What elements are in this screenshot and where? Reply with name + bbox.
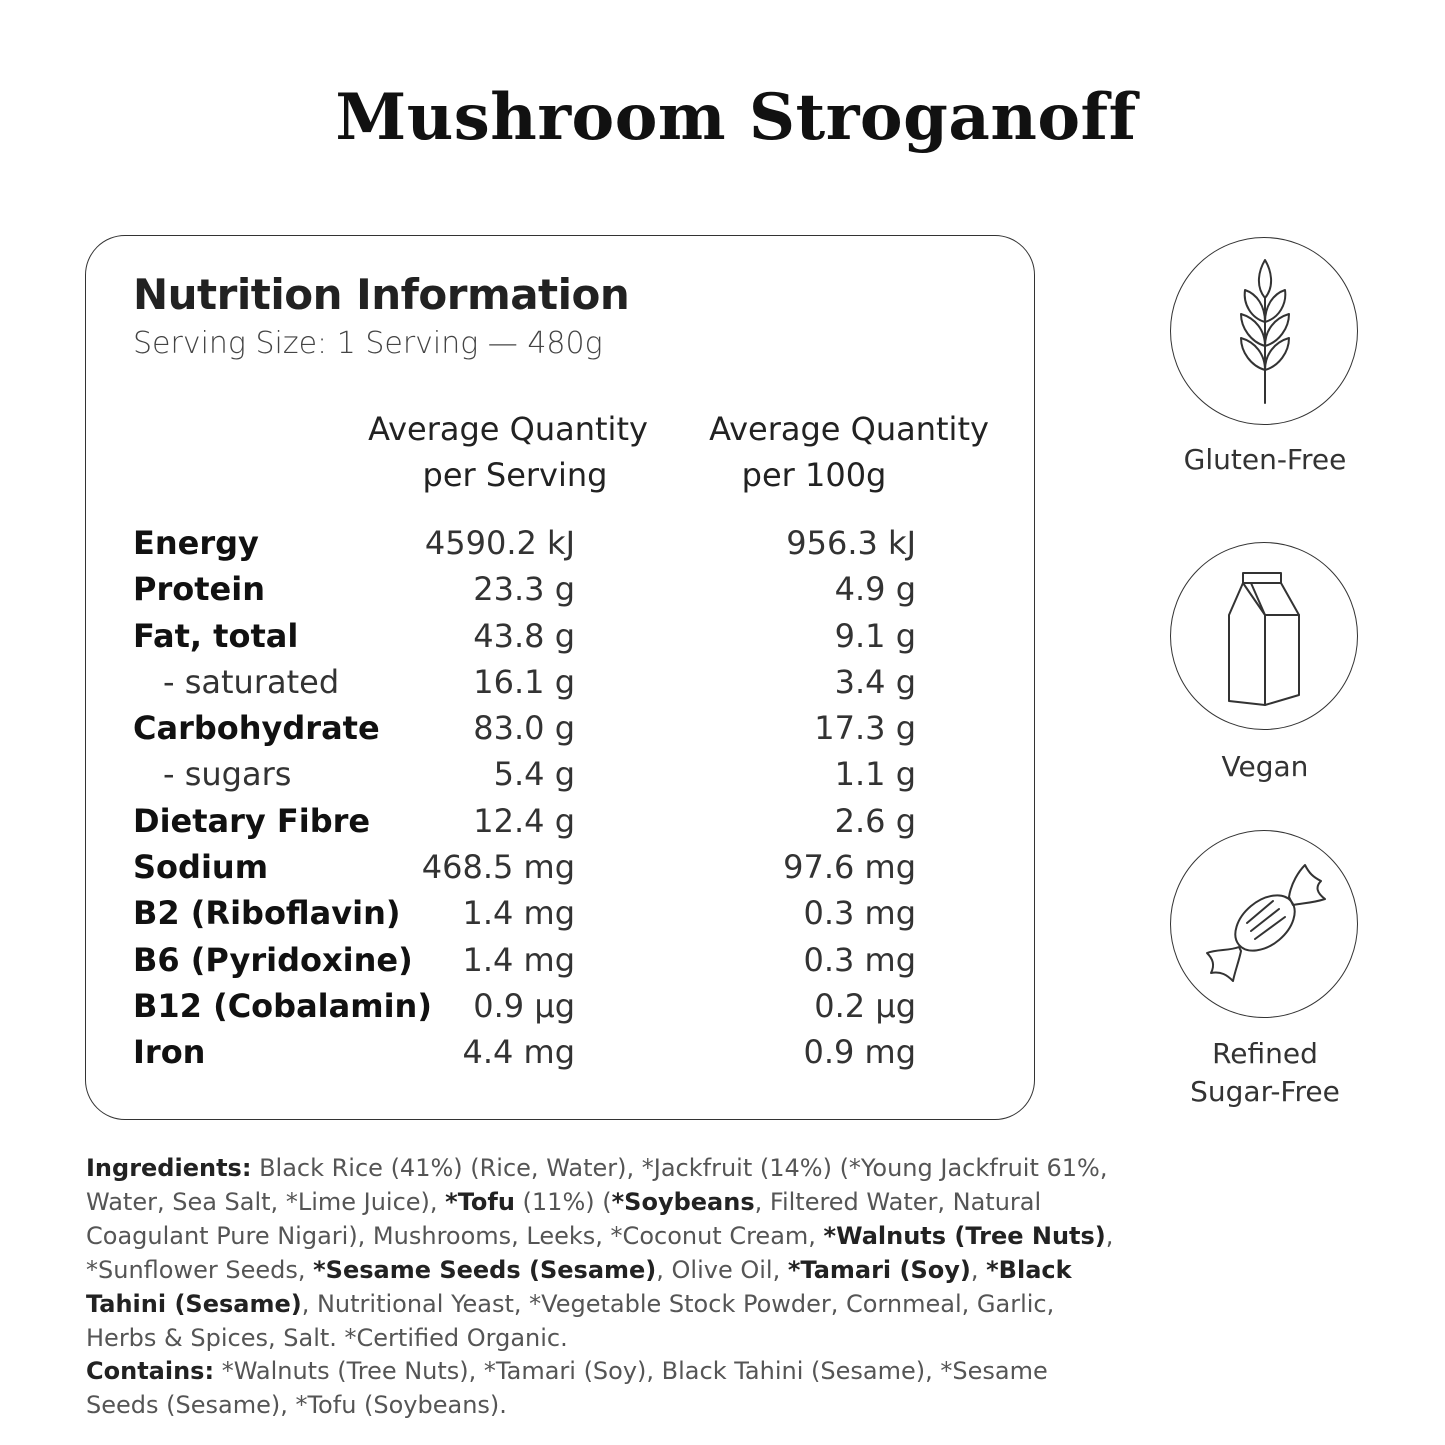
value-per-serving: 16.1 g xyxy=(473,662,575,701)
nutrient-name: Sodium xyxy=(133,848,269,887)
value-per-serving: 1.4 mg xyxy=(462,940,575,979)
serving-size: Serving Size: 1 Serving — 480g xyxy=(133,326,603,361)
value-per-serving: 4.4 mg xyxy=(462,1033,575,1072)
value-per-serving: 83.0 g xyxy=(473,709,575,748)
column-header-line: Average Quantity xyxy=(709,410,989,448)
column-header-per-100g xyxy=(708,406,990,498)
table-row xyxy=(133,844,933,890)
table-row xyxy=(133,520,933,566)
contains-label: Contains: xyxy=(86,1357,215,1385)
vegan-badge xyxy=(1170,542,1358,730)
nutrient-name: B6 (Pyridoxine) xyxy=(133,940,413,979)
allergen: *Tofu xyxy=(445,1188,515,1216)
ingredients-label: Ingredients: xyxy=(86,1154,252,1182)
ingredients-part: , Olive Oil, xyxy=(656,1256,788,1284)
gluten-free-badge xyxy=(1170,237,1358,425)
table-row xyxy=(133,751,933,797)
contains-list: *Walnuts (Tree Nuts), *Tamari (Soy), Black Tahini (Sesame), *Sesame Seeds (Sesame), *Tofu (Soybeans). xyxy=(86,1357,1048,1419)
nutrition-heading: Nutrition Information xyxy=(133,270,630,319)
nutrient-name: Protein xyxy=(133,570,265,609)
wheat-icon xyxy=(1171,238,1359,426)
value-per-serving: 4590.2 kJ xyxy=(424,524,575,562)
value-per-100g: 1.1 g xyxy=(834,755,916,794)
sugar-free-label xyxy=(1165,1035,1365,1111)
ingredients-part: , *Sunflower Seeds, xyxy=(86,1222,1114,1284)
column-header-line: per Serving xyxy=(422,456,608,494)
value-per-100g: 97.6 mg xyxy=(783,848,916,887)
ingredients-part: Black Rice (41%) (Rice, Water), *Jackfruit (14%) (*Young Jackfruit 61%, Water, Sea Salt, *Lime Juice), xyxy=(86,1154,1108,1216)
nutrient-name: B12 (Cobalamin) xyxy=(133,986,432,1025)
ingredients-part: , Nutritional Yeast, *Vegetable Stock Powder, Cornmeal, Garlic, Herbs & Spices, Salt. *Certified Organic. xyxy=(86,1290,1055,1352)
nutrient-name: Energy xyxy=(133,524,259,562)
value-per-100g: 0.9 mg xyxy=(803,1033,916,1072)
nutrient-name: Carbohydrate xyxy=(133,709,380,748)
contains-text xyxy=(86,1354,1126,1422)
value-per-serving: 1.4 mg xyxy=(462,894,575,933)
table-row xyxy=(133,613,933,659)
table-row xyxy=(133,566,933,612)
ingredients-part: , Filtered Water, Natural Coagulant Pure Nigari), Mushrooms, Leeks, *Coconut Cream, xyxy=(86,1188,1042,1250)
table-row xyxy=(133,798,933,844)
sugar-free-label-line: Refined xyxy=(1212,1037,1318,1070)
nutrient-name: B2 (Riboflavin) xyxy=(133,894,401,933)
nutrient-name: Dietary Fibre xyxy=(133,801,371,840)
column-header-line: per 100g xyxy=(741,456,887,494)
value-per-serving: 23.3 g xyxy=(473,570,575,609)
value-per-100g: 0.3 mg xyxy=(803,894,916,933)
table-row xyxy=(133,983,933,1029)
ingredients-part: , xyxy=(970,1256,987,1284)
page-title: Mushroom Stroganoff xyxy=(335,80,1137,155)
sugar-free-badge xyxy=(1170,830,1358,1018)
gluten-free-label: Gluten-Free xyxy=(1183,443,1347,476)
table-row xyxy=(133,937,933,983)
allergen: *Sesame Seeds (Sesame) xyxy=(313,1256,657,1284)
value-per-100g: 17.3 g xyxy=(814,709,916,748)
allergen: *Tamari (Soy) xyxy=(787,1256,971,1284)
table-row xyxy=(133,1029,933,1075)
value-per-100g: 2.6 g xyxy=(834,801,916,840)
nutrition-table xyxy=(133,520,933,1076)
table-row xyxy=(133,705,933,751)
value-per-100g: 956.3 kJ xyxy=(786,524,916,562)
value-per-serving: 12.4 g xyxy=(473,801,575,840)
value-per-100g: 0.3 mg xyxy=(803,940,916,979)
column-header-line: Average Quantity xyxy=(368,410,648,448)
ingredients-part: (11%) ( xyxy=(514,1188,612,1216)
candy-icon xyxy=(1171,831,1359,1019)
sugar-free-label-line: Sugar-Free xyxy=(1190,1075,1340,1108)
table-row xyxy=(133,890,933,936)
milk-carton-icon xyxy=(1171,543,1359,731)
value-per-serving: 43.8 g xyxy=(473,616,575,655)
ingredients-text xyxy=(86,1151,1126,1355)
value-per-100g: 4.9 g xyxy=(834,570,916,609)
nutrient-name: Fat, total xyxy=(133,616,299,655)
value-per-serving: 0.9 µg xyxy=(473,986,575,1025)
nutrient-name: Iron xyxy=(133,1033,206,1072)
allergen: *Walnuts (Tree Nuts) xyxy=(823,1222,1106,1250)
value-per-100g: 0.2 µg xyxy=(814,986,916,1025)
value-per-serving: 5.4 g xyxy=(493,755,575,794)
value-per-100g: 3.4 g xyxy=(834,662,916,701)
column-header-per-serving xyxy=(368,406,648,498)
allergen: *Black Tahini (Sesame) xyxy=(86,1256,1072,1318)
vegan-label: Vegan xyxy=(1221,750,1309,783)
value-per-100g: 9.1 g xyxy=(834,616,916,655)
nutrient-name: - sugars xyxy=(163,755,292,794)
nutrient-name: - saturated xyxy=(163,662,340,701)
table-row xyxy=(133,659,933,705)
allergen: *Soybeans xyxy=(611,1188,755,1216)
value-per-serving: 468.5 mg xyxy=(421,848,575,887)
